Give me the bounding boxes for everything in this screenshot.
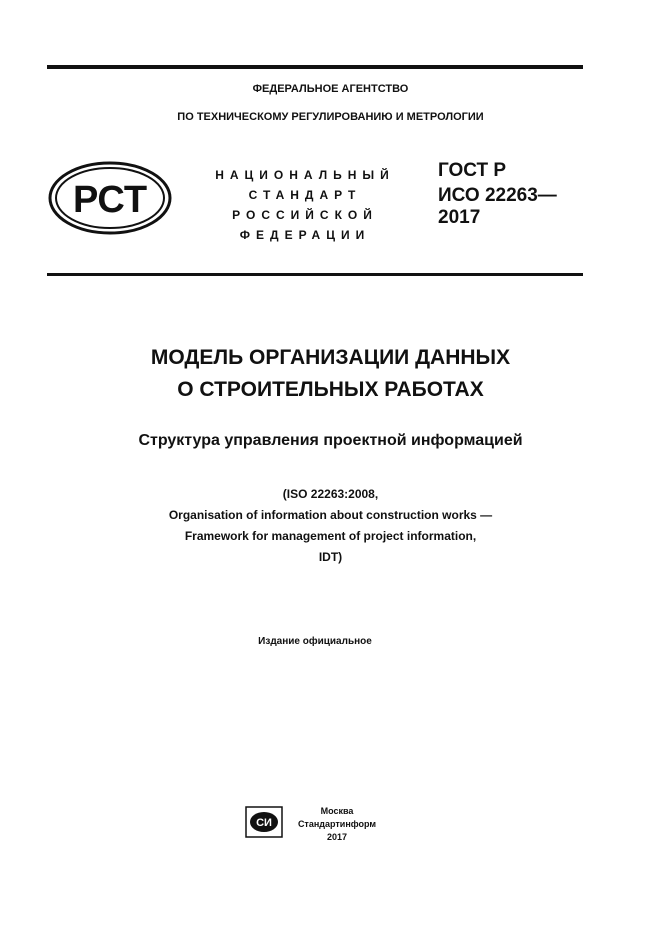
- designation-line-1: ГОСТ Р: [438, 160, 507, 181]
- iso-reference-line-4: IDT): [318, 550, 343, 564]
- document-title-line-2: О СТРОИТЕЛЬНЫХ РАБОТАХ: [177, 378, 484, 401]
- edition-label: Издание официальное: [258, 636, 372, 647]
- publisher-city: Москва: [320, 806, 354, 816]
- publisher-name: Стандартинформ: [297, 819, 377, 829]
- designation-line-3: 2017: [438, 207, 481, 228]
- publisher-year: 2017: [326, 832, 348, 842]
- agency-line-2: ПО ТЕХНИЧЕСКОМУ РЕГУЛИРОВАНИЮ И МЕТРОЛОГИИ: [177, 111, 484, 123]
- pct-emblem-icon: [47, 160, 173, 241]
- agency-line-1: ФЕДЕРАЛЬНОЕ АГЕНТСТВО: [252, 83, 409, 95]
- iso-reference-line-3: Framework for management of project information,: [184, 529, 477, 543]
- top-rule: [47, 65, 583, 69]
- standartinform-logo-icon: [245, 806, 283, 843]
- national-label-line-4: ФЕДЕРАЦИИ: [239, 228, 371, 242]
- national-label-line-1: НАЦИОНАЛЬНЫЙ: [215, 168, 395, 182]
- designation-line-2: ИСО 22263—: [438, 185, 557, 206]
- iso-reference-line-1: (ISO 22263:2008,: [282, 487, 379, 501]
- national-label-line-2: СТАНДАРТ: [248, 188, 362, 202]
- iso-reference-line-2: Organisation of information about construction works —: [168, 508, 493, 522]
- publisher-logo-text: СИ: [256, 817, 272, 829]
- document-title-line-1: МОДЕЛЬ ОРГАНИЗАЦИИ ДАННЫХ: [150, 346, 511, 369]
- document-subtitle: Структура управления проектной информацией: [138, 432, 523, 449]
- emblem-mark-text: РСТ: [72, 179, 148, 221]
- national-label-line-3: РОССИЙСКОЙ: [232, 208, 378, 222]
- middle-rule: [47, 273, 583, 276]
